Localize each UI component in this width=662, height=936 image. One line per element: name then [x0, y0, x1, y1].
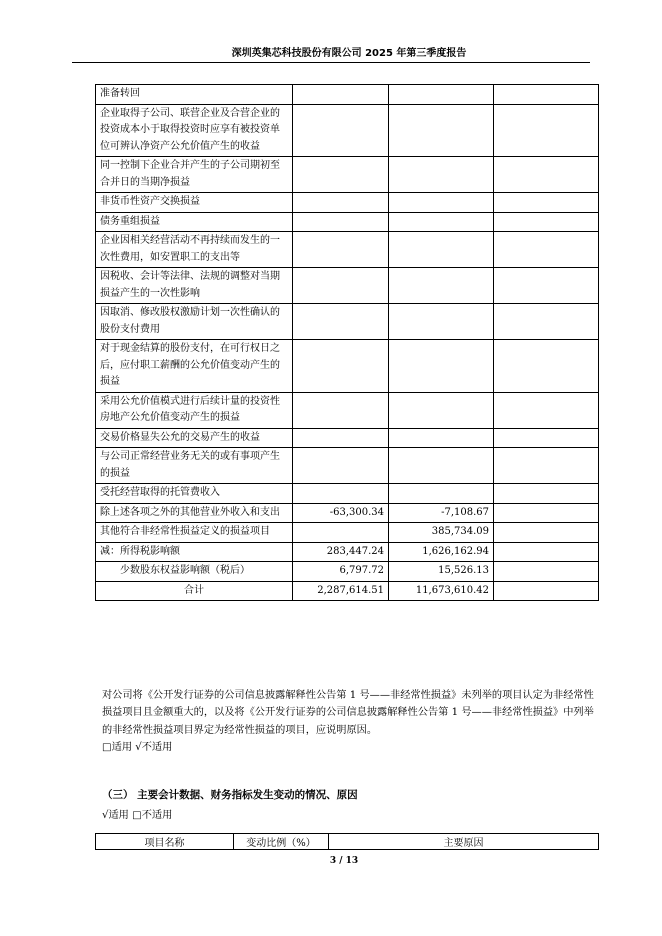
- row-value-c3: [494, 581, 599, 601]
- header-main-reason: 主要原因: [329, 834, 599, 850]
- table-row: [96, 503, 599, 523]
- note-block: [102, 687, 602, 756]
- table-row: [96, 428, 599, 448]
- note-text: 对公司将《公开发行证券的公司信息披露解释性公告第 1 号——非经常性损益》未列举的项目认定为非经常性损益项目且金额重大的，以及将《公开发行证券的公司信息披露解释性公告第 1 号——非经常性损益》中列举的非经常性损益项目界定为经常性损益的项目，应说明原因。: [102, 690, 594, 736]
- table-row: [96, 193, 599, 213]
- row-label: 少数股东权益影响额（税后）: [96, 562, 293, 582]
- row-value-c3: [494, 523, 599, 543]
- row-label: 交易价格显失公允的交易产生的收益: [96, 428, 293, 448]
- row-value-c2: 15,526.13: [389, 562, 494, 582]
- change-reasons-table: [95, 833, 599, 850]
- row-value-c2: 1,626,162.94: [389, 542, 494, 562]
- row-value-c2: [389, 104, 494, 157]
- row-value-c1: [293, 85, 389, 105]
- row-value-c3: [494, 104, 599, 157]
- header-change-ratio: 变动比例（%）: [234, 834, 329, 850]
- row-value-c2: [389, 428, 494, 448]
- row-value-c3: [494, 392, 599, 428]
- row-label: 准备转回: [96, 85, 293, 105]
- row-value-c1: 2,287,614.51: [293, 581, 389, 601]
- row-label: 除上述各项之外的其他营业外收入和支出: [96, 503, 293, 523]
- table-row: [96, 523, 599, 543]
- header-rule: [72, 62, 590, 63]
- row-value-c1: [293, 392, 389, 428]
- row-value-c3: [494, 340, 599, 393]
- row-value-c3: [494, 542, 599, 562]
- table-row: [96, 484, 599, 504]
- row-value-c3: [494, 448, 599, 484]
- table-row: [96, 268, 599, 304]
- row-value-c3: [494, 85, 599, 105]
- row-label: 受托经营取得的托管费收入: [96, 484, 293, 504]
- row-value-c3: [494, 268, 599, 304]
- row-value-c1: [293, 448, 389, 484]
- row-value-c2: [389, 157, 494, 193]
- table-row: [96, 542, 599, 562]
- row-label: 其他符合非经常性损益定义的损益项目: [96, 523, 293, 543]
- row-value-c3: [494, 562, 599, 582]
- header-item-name: 项目名称: [96, 834, 234, 850]
- row-label: 对于现金结算的股份支付，在可行权日之后，应付职工薪酬的公允价值变动产生的损益: [96, 340, 293, 393]
- row-value-c1: [293, 484, 389, 504]
- table-row: [96, 212, 599, 232]
- row-value-c1: [293, 212, 389, 232]
- page-number: 3 / 13: [329, 856, 359, 866]
- row-value-c2: [389, 304, 494, 340]
- table-header-row: [96, 834, 599, 850]
- table-row: [96, 392, 599, 428]
- row-value-c2: [389, 85, 494, 105]
- row-value-c3: [494, 484, 599, 504]
- row-value-c2: [389, 268, 494, 304]
- row-value-c2: [389, 212, 494, 232]
- row-value-c3: [494, 232, 599, 268]
- table-row: [96, 104, 599, 157]
- report-title: 深圳英集芯科技股份有限公司 2025 年第三季度报告: [231, 48, 467, 59]
- row-label: 与公司正常经营业务无关的或有事项产生的损益: [96, 448, 293, 484]
- row-label: 合计: [96, 581, 293, 601]
- row-label: 企业因相关经营活动不再持续而发生的一次性费用，如安置职工的支出等: [96, 232, 293, 268]
- table-row: [96, 562, 599, 582]
- row-value-c2: 11,673,610.42: [389, 581, 494, 601]
- row-value-c1: -63,300.34: [293, 503, 389, 523]
- non-recurring-gains-table: [95, 84, 599, 601]
- page-header: [0, 44, 662, 58]
- row-value-c2: [389, 448, 494, 484]
- row-value-c1: [293, 268, 389, 304]
- row-label: 采用公允价值模式进行后续计量的投资性房地产公允价值变动产生的损益: [96, 392, 293, 428]
- row-value-c1: [293, 157, 389, 193]
- row-label: 非货币性资产交换损益: [96, 193, 293, 213]
- section-choice: √适用 □不适用: [102, 810, 173, 821]
- row-value-c1: [293, 304, 389, 340]
- row-value-c1: [293, 340, 389, 393]
- row-value-c2: [389, 340, 494, 393]
- row-value-c3: [494, 503, 599, 523]
- row-value-c1: 6,797.72: [293, 562, 389, 582]
- row-value-c1: [293, 193, 389, 213]
- table-row: [96, 340, 599, 393]
- row-value-c1: 283,447.24: [293, 542, 389, 562]
- row-value-c2: 385,734.09: [389, 523, 494, 543]
- row-value-c1: [293, 232, 389, 268]
- table-row: [96, 157, 599, 193]
- row-value-c1: [293, 428, 389, 448]
- row-value-c3: [494, 193, 599, 213]
- row-value-c1: [293, 523, 389, 543]
- section-title: （三） 主要会计数据、财务指标发生变动的情况、原因: [102, 789, 358, 801]
- row-label: 债务重组损益: [96, 212, 293, 232]
- row-label: 同一控制下企业合并产生的子公司期初至合并日的当期净损益: [96, 157, 293, 193]
- row-value-c3: [494, 157, 599, 193]
- row-label: 因税收、会计等法律、法规的调整对当期损益产生的一次性影响: [96, 268, 293, 304]
- table-row: [96, 232, 599, 268]
- row-value-c2: [389, 232, 494, 268]
- row-label: 减：所得税影响额: [96, 542, 293, 562]
- table-row: [96, 304, 599, 340]
- row-value-c2: [389, 484, 494, 504]
- row-value-c2: [389, 193, 494, 213]
- row-value-c3: [494, 304, 599, 340]
- table-row: [96, 85, 599, 105]
- row-value-c3: [494, 212, 599, 232]
- table-row: [96, 581, 599, 601]
- table-row: [96, 448, 599, 484]
- row-value-c2: [389, 392, 494, 428]
- row-value-c1: [293, 104, 389, 157]
- row-label: 企业取得子公司、联营企业及合营企业的投资成本小于取得投资时应享有被投资单位可辨认净资产公允价值产生的收益: [96, 104, 293, 157]
- row-value-c3: [494, 428, 599, 448]
- row-value-c2: -7,108.67: [389, 503, 494, 523]
- row-label: 因取消、修改股权激励计划一次性确认的股份支付费用: [96, 304, 293, 340]
- note-choice: □适用 √不适用: [102, 741, 173, 753]
